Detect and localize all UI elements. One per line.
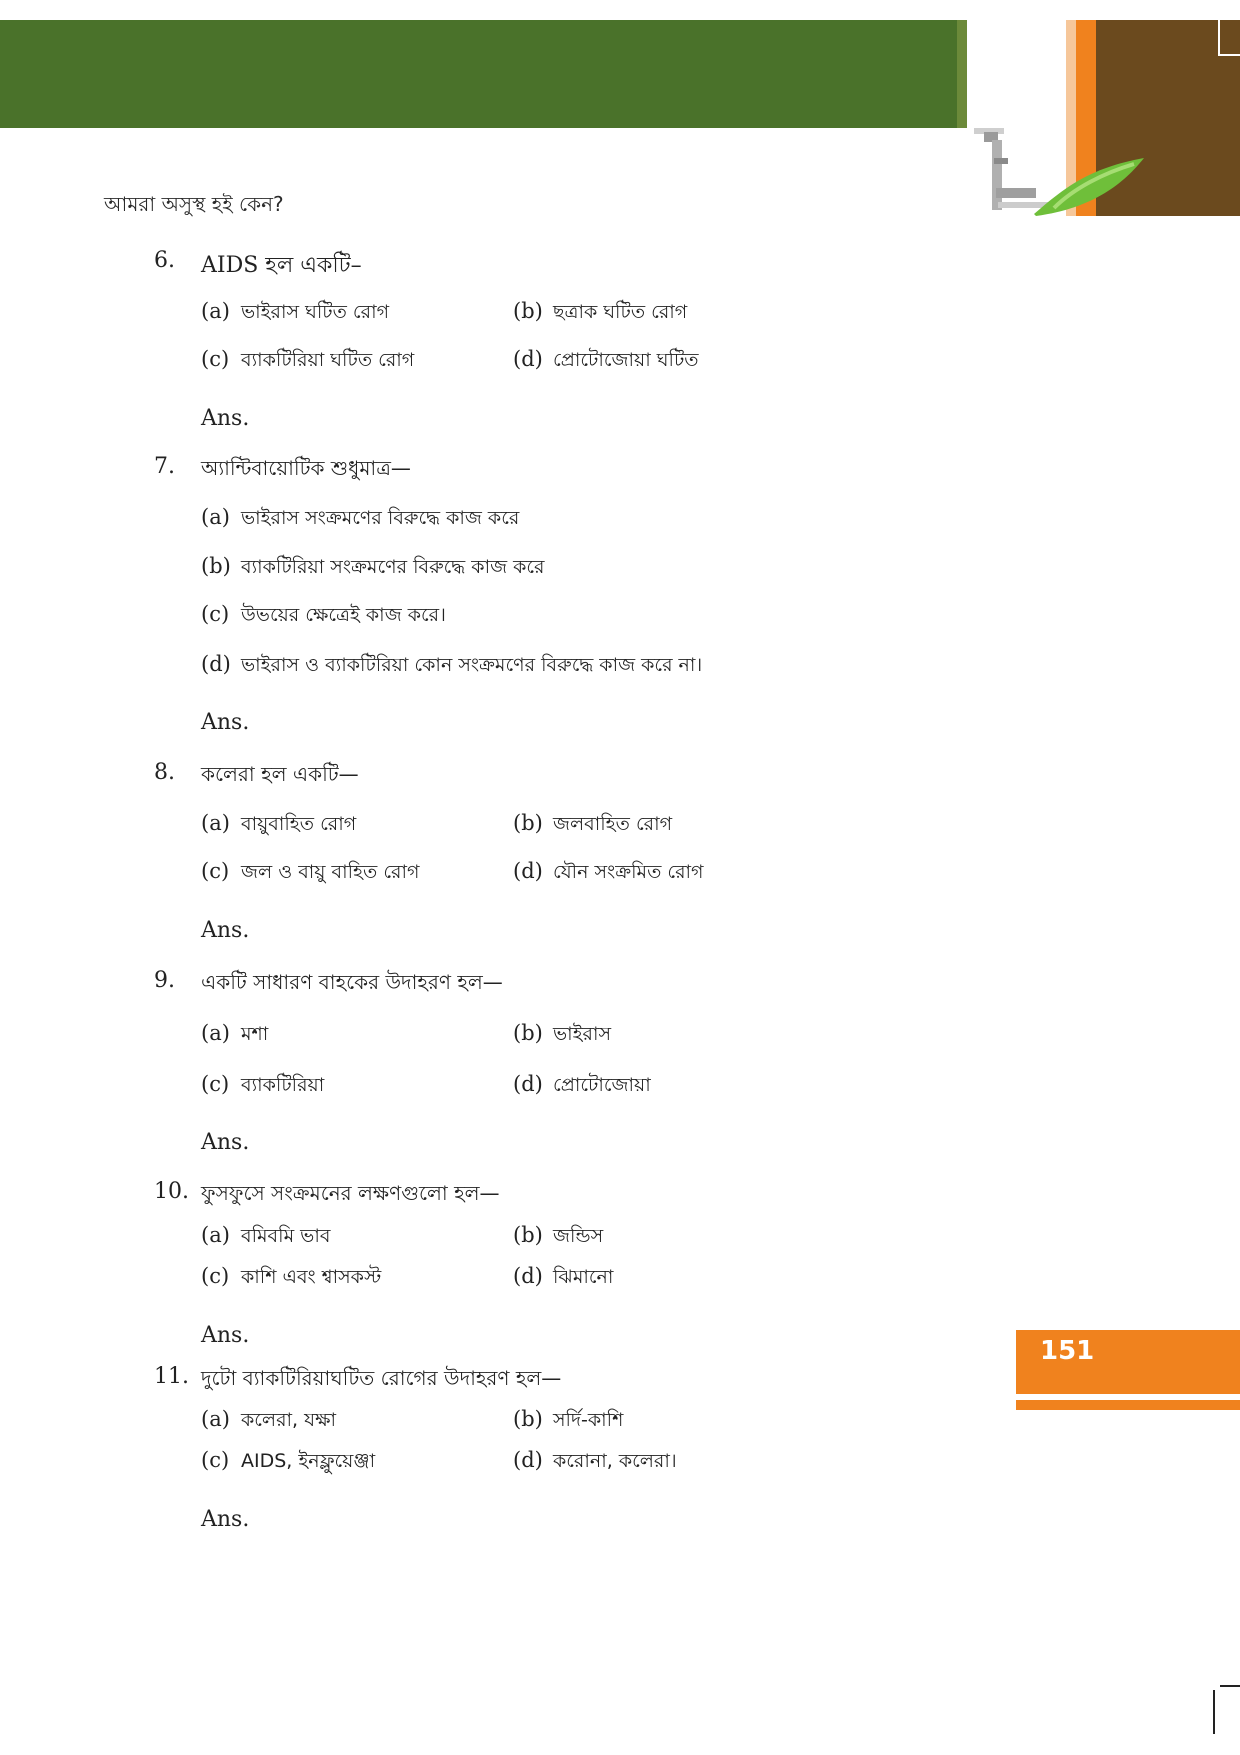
- question-text: AIDS হল একটি–: [201, 253, 362, 278]
- header-banner: [0, 20, 967, 128]
- option-b: (b) জন্ডিস: [513, 1223, 604, 1247]
- crop-mark: [1220, 1685, 1240, 1687]
- answer-label: Ans.: [201, 1507, 250, 1532]
- option-c: (c) AIDS, ইনফ্লুয়েঞ্জা: [201, 1448, 376, 1472]
- question-text: দুটো ব্যাকটিরিয়াঘটিত রোগের উদাহরণ হল—: [201, 1366, 562, 1390]
- page-number: 151: [1040, 1336, 1095, 1366]
- answer-label: Ans.: [201, 918, 250, 943]
- leaf-icon: [974, 128, 1144, 224]
- question-number: 11.: [154, 1364, 189, 1389]
- question-number: 9.: [154, 968, 175, 993]
- option-b: (b) জলবাহিত রোগ: [513, 811, 673, 835]
- question-text: ফুসফুসে সংক্রমনের লক্ষণগুলো হল—: [201, 1181, 500, 1205]
- question-text: একটি সাধারণ বাহকের উদাহরণ হল—: [201, 970, 503, 994]
- answer-label: Ans.: [201, 1323, 250, 1348]
- option-a: (a) ভাইরাস সংক্রমণের বিরুদ্ধে কাজ করে: [201, 505, 520, 529]
- option-a: (a) বমিবমি ভাব: [201, 1223, 331, 1247]
- question-number: 7.: [154, 454, 175, 479]
- option-d: (d) ভাইরাস ও ব্যাকটিরিয়া কোন সংক্রমণের বিরুদ্ধে কাজ করে না।: [201, 652, 703, 676]
- option-b: (b) ছত্রাক ঘটিত রোগ: [513, 299, 688, 323]
- question-number: 8.: [154, 760, 175, 785]
- option-b: (b) সর্দি-কাশি: [513, 1407, 624, 1431]
- crop-mark: [1218, 54, 1240, 56]
- header-banner-edge: [957, 20, 967, 128]
- question-text: অ্যান্টিবায়োটিক শুধুমাত্র—: [201, 456, 411, 480]
- crop-mark: [1213, 1690, 1215, 1734]
- option-b: (b) ভাইরাস: [513, 1021, 612, 1045]
- running-title: আমরা অসুস্থ হই কেন?: [104, 192, 284, 216]
- option-d: (d) করোনা, কলেরা।: [513, 1448, 677, 1472]
- option-a: (a) ভাইরাস ঘটিত রোগ: [201, 299, 390, 323]
- page-number-underline: [1016, 1400, 1240, 1410]
- question-number: 10.: [154, 1179, 189, 1204]
- option-c: (c) ব্যাকটিরিয়া: [201, 1072, 325, 1096]
- answer-label: Ans.: [201, 710, 250, 735]
- answer-label: Ans.: [201, 406, 250, 431]
- option-c: (c) উভয়ের ক্ষেত্রেই কাজ করে।: [201, 602, 446, 626]
- question-number: 6.: [154, 248, 175, 273]
- question-text: কলেরা হল একটি—: [201, 762, 359, 786]
- option-a: (a) কলেরা, যক্ষা: [201, 1407, 336, 1431]
- crop-mark: [1218, 20, 1220, 56]
- option-d: (d) প্রোটোজোয়া: [513, 1072, 651, 1096]
- option-d: (d) যৌন সংক্রমিত রোগ: [513, 859, 704, 883]
- option-c: (c) ব্যাকটিরিয়া ঘটিত রোগ: [201, 347, 415, 371]
- option-b: (b) ব্যাকটিরিয়া সংক্রমণের বিরুদ্ধে কাজ করে: [201, 554, 545, 578]
- option-d: (d) প্রোটোজোয়া ঘটিত: [513, 347, 699, 371]
- option-c: (c) জল ও বায়ু বাহিত রোগ: [201, 859, 420, 883]
- option-a: (a) মশা: [201, 1021, 269, 1045]
- option-a: (a) বায়ুবাহিত রোগ: [201, 811, 357, 835]
- answer-label: Ans.: [201, 1130, 250, 1155]
- option-c: (c) কাশি এবং শ্বাসকস্ট: [201, 1264, 382, 1288]
- option-d: (d) ঝিমানো: [513, 1264, 614, 1288]
